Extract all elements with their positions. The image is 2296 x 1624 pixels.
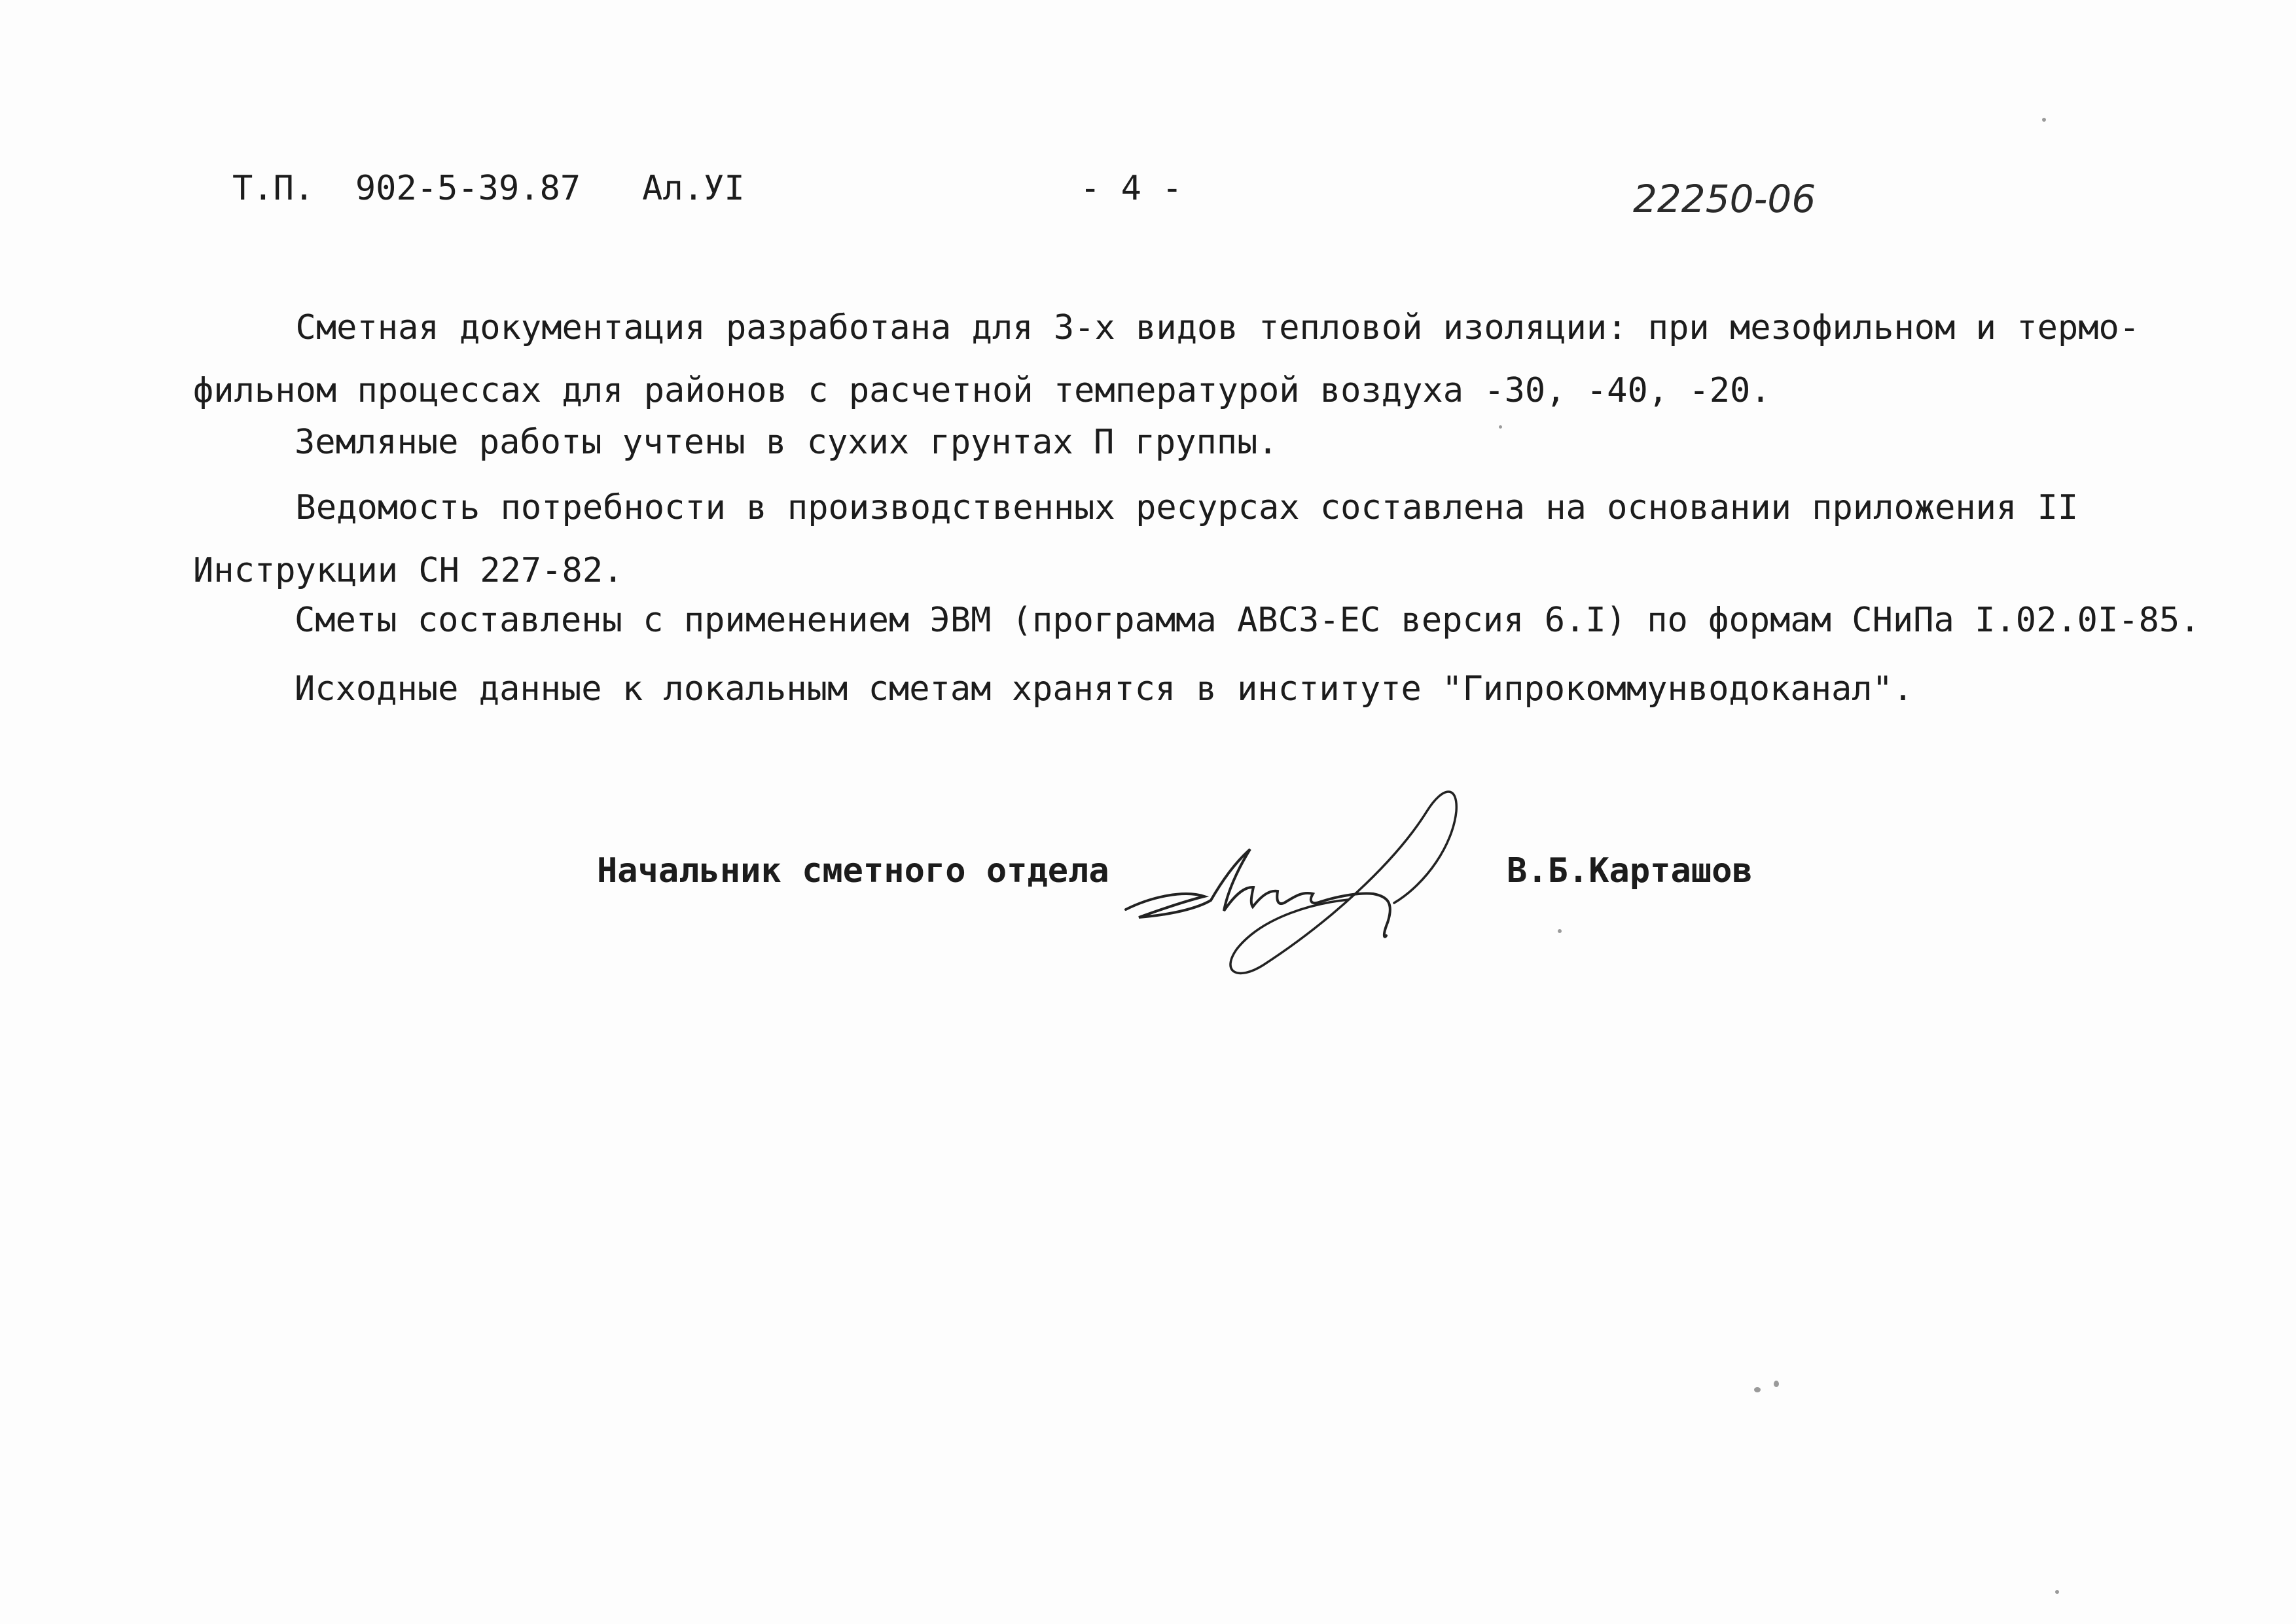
scan-speck [1774, 1381, 1779, 1387]
project-code: Т.П. 902-5-39.87 Ал.УI [232, 169, 745, 208]
paragraph-line: Ведомость потребности в производственных ресурсах составлена на основании приложения II [193, 488, 2079, 527]
paragraph-line: Сметная документация разработана для 3-х видов тепловой изоляции: при мезофильном и термо- [193, 308, 2140, 347]
signatory-title: Начальник сметного отдела [597, 851, 1109, 891]
paragraph-line: Инструкции СН 227-82. [193, 551, 624, 590]
scan-speck [1499, 425, 1502, 429]
scan-speck [2055, 1590, 2059, 1594]
document-number: 22250-06 [1633, 177, 1816, 221]
paragraph-resources [193, 476, 2078, 602]
scan-speck [1754, 1387, 1761, 1392]
handwritten-signature [1113, 772, 1479, 988]
paragraph-computer: Сметы составлены с применением ЭВМ (программа АВСЗ-ЕС версия 6.I) по формам СНиПа I.02.0I-85. [295, 601, 2200, 640]
page-number: - 4 - [1080, 169, 1183, 208]
scan-speck [1558, 929, 1562, 933]
paragraph-insulation [193, 296, 2140, 422]
signatory-name: В.Б.Карташов [1507, 851, 1753, 891]
paragraph-source-data: Исходные данные к локальным сметам хранятся в институте "Гипрокоммунводоканал". [295, 669, 1914, 709]
paragraph-earthworks: Земляные работы учтены в сухих грунтах П группы. [295, 423, 1278, 462]
paragraph-line: фильном процессах для районов с расчетной температурой воздуха -30, -40, -20. [193, 371, 1771, 410]
scan-speck [2042, 118, 2046, 122]
